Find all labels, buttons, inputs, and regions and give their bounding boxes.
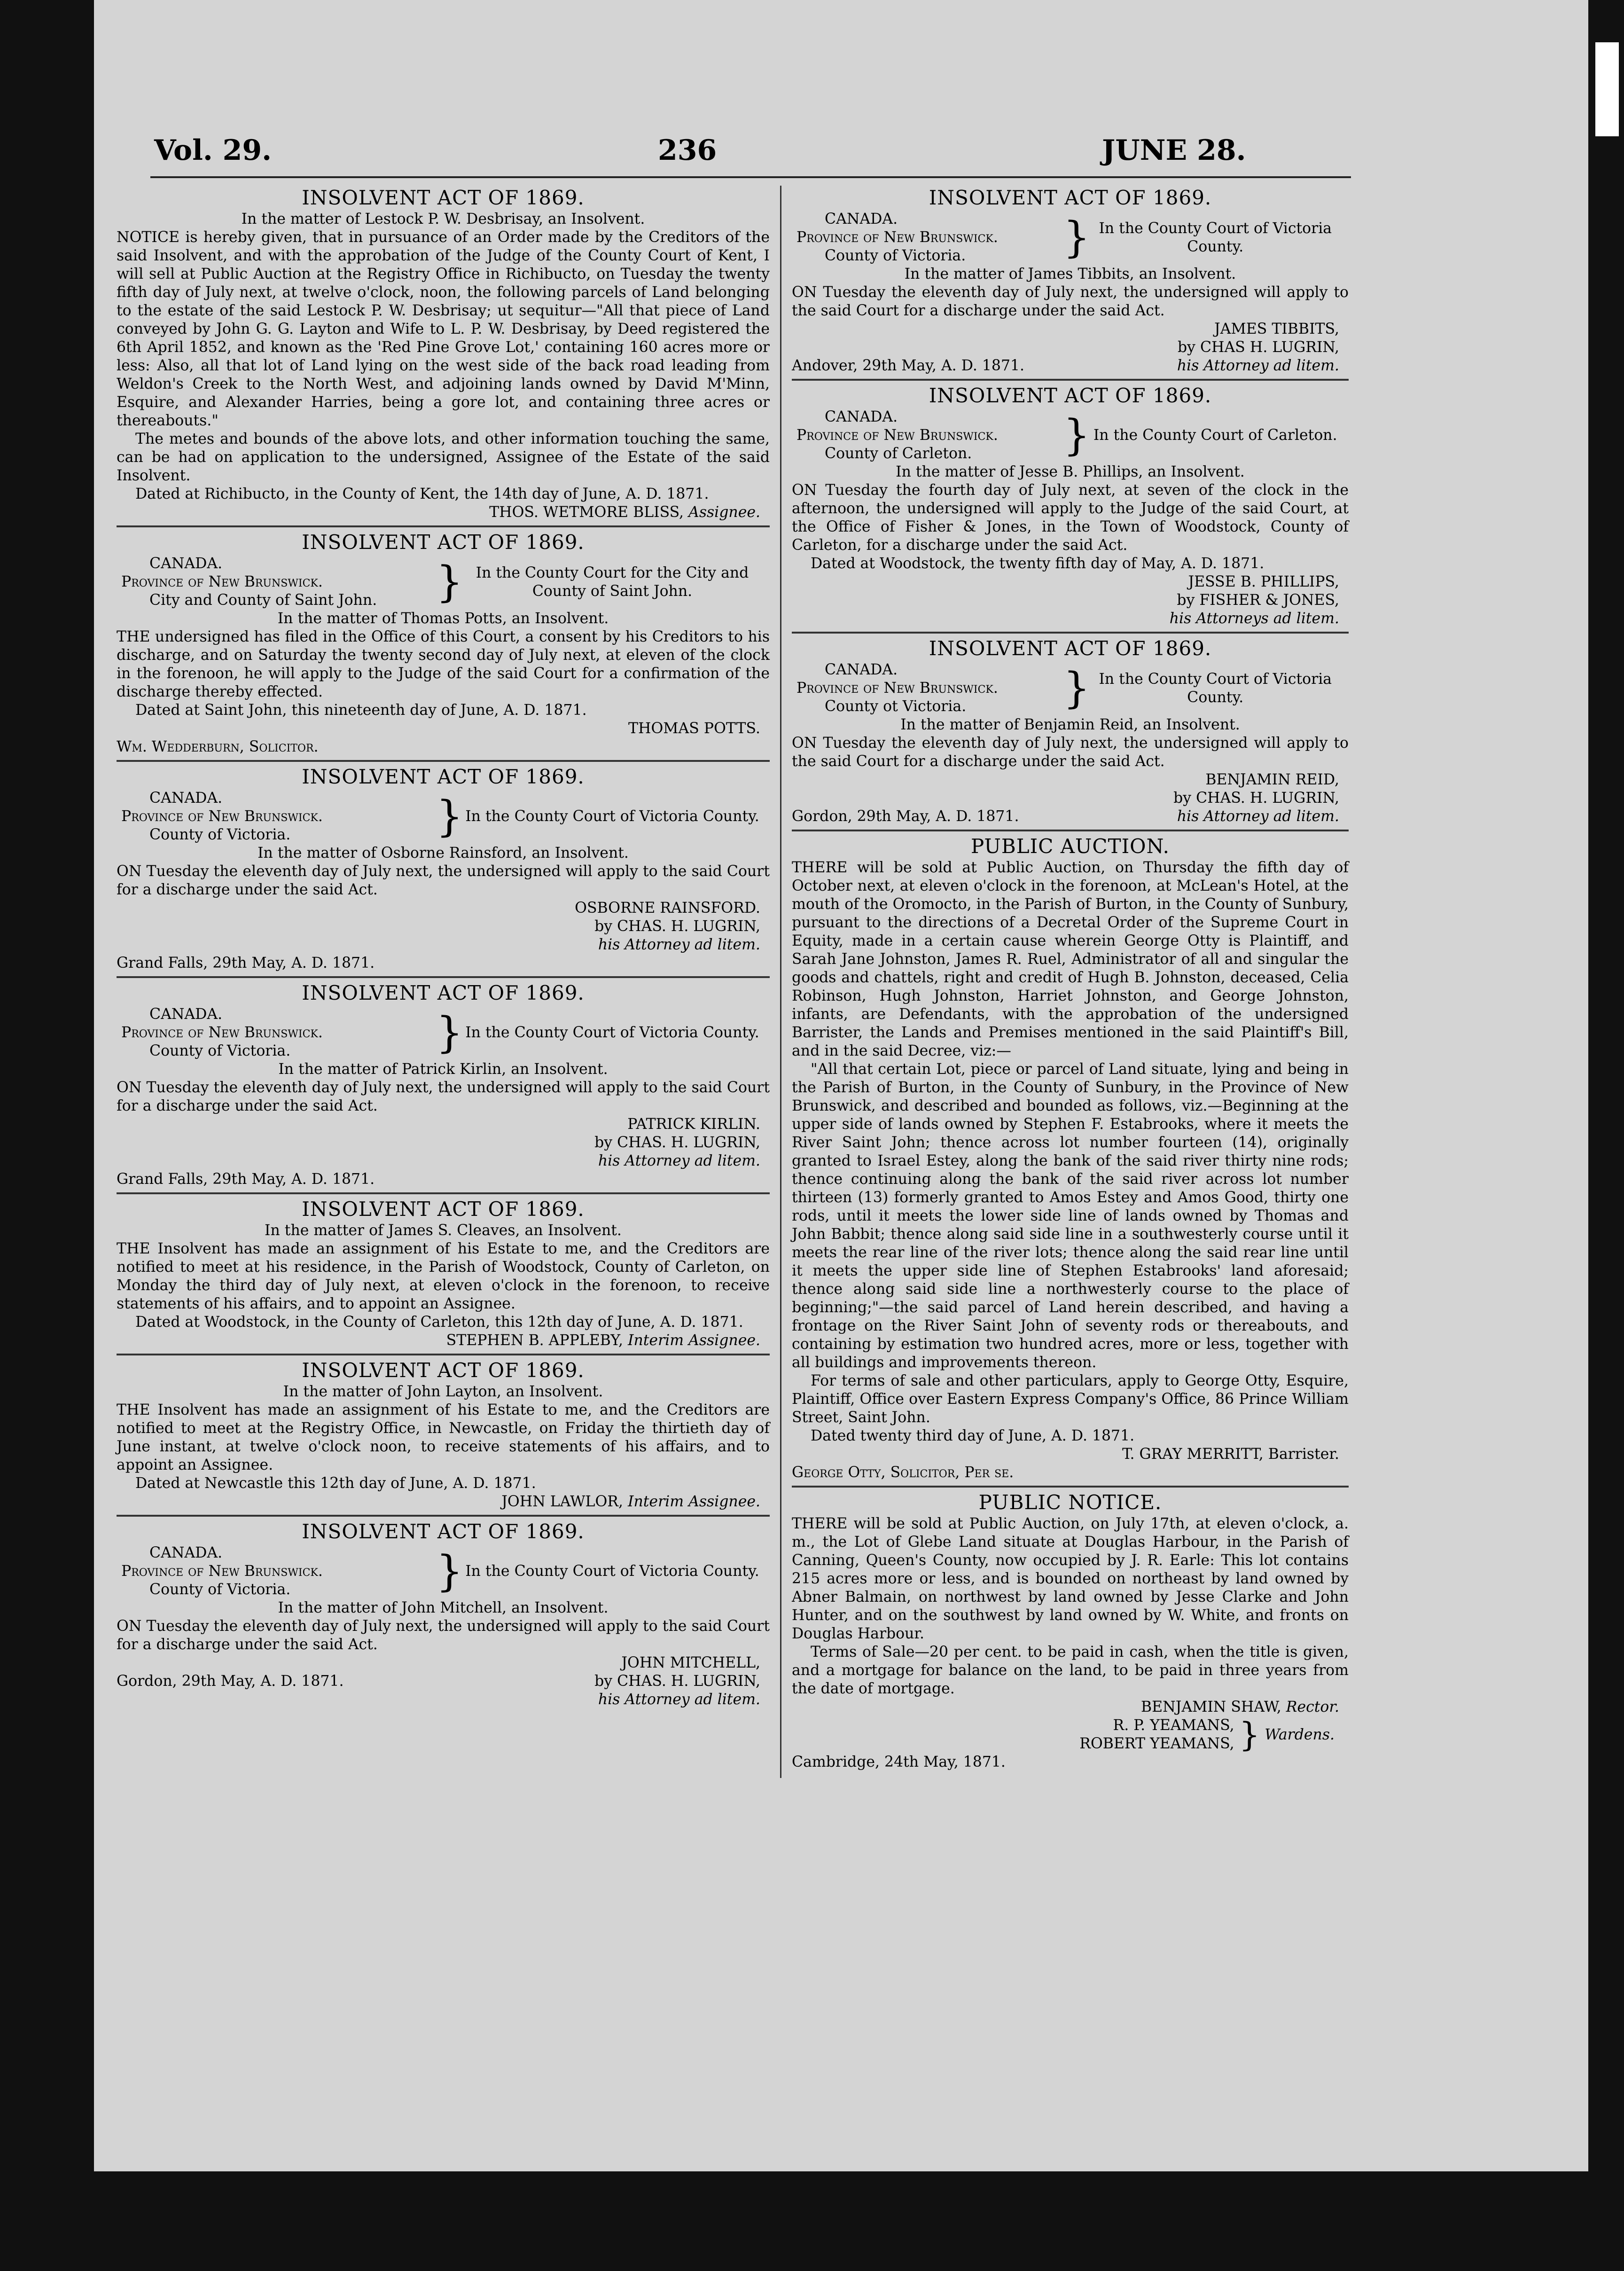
notice-desbrisay bbox=[117, 186, 770, 527]
court-jurisdiction bbox=[117, 789, 436, 844]
notice-signature-line bbox=[792, 1698, 1349, 1716]
notice-signature-line bbox=[117, 503, 770, 522]
notice-dated: Dated twenty third day of June, A. D. 1871. bbox=[811, 1427, 1135, 1444]
notice-dated: Dated at Woodstock, in the County of Carleton, this 12th day of June, A. D. 1871. bbox=[135, 1314, 743, 1331]
notice-signature: THOS. WETMORE BLISS, bbox=[489, 504, 684, 521]
notice-signature: JOHN LAWLOR, bbox=[501, 1493, 624, 1510]
court-country: CANADA. bbox=[825, 211, 898, 227]
notice-solicitor: George Otty, Solicitor, Per se. bbox=[792, 1464, 1014, 1481]
court-county: County of Victoria. bbox=[149, 1042, 291, 1059]
notice-place-date: Gordon, 29th May, A. D. 1871. bbox=[117, 1673, 344, 1690]
notice-body: THE undersigned has filed in the Office of this Court, a consent by his Creditors to his discharge, and on Saturday the twenty second day of July next, at eleven of the clock in the forenoon, he will apply to the Judge of the said Court for a confirmation of the discharge thereby effected. bbox=[117, 628, 770, 700]
page-number: 236 bbox=[658, 134, 717, 167]
wardens-label: Wardens. bbox=[1265, 1726, 1335, 1743]
notice-title: INSOLVENT ACT OF 1869. bbox=[929, 186, 1212, 209]
notice-dated: Dated at Newcastle this 12th day of June, A. D. 1871. bbox=[135, 1475, 536, 1492]
court-jurisdiction bbox=[792, 661, 1063, 716]
notice-title: INSOLVENT ACT OF 1869. bbox=[302, 1520, 585, 1543]
notice-rainsford bbox=[117, 765, 770, 978]
notice-by: by CHAS H. LUGRIN, bbox=[1177, 339, 1339, 356]
brace-glyph: } bbox=[436, 557, 463, 607]
notice-attorney: his Attorney ad litem. bbox=[1177, 357, 1339, 374]
notice-body-2: "All that certain Lot, piece or parcel of Land situate, lying and being in the Parish of Burton, in the County of Sunbury, in the Province of New Brunswick, and described and bounded as follows, viz.—Beginning at the upper side of lands owned by Stephen F. Estabrooks, where it meets the River Saint John; thence across lot number fourteen (14), originally granted to Israel Estey, along the bank of the said river thirty nine rods; thence continuing along the bank of the said river across lot number thirteen (13) formerly granted to Amos Estey and Amos Good, thirty one rods, until it meets the lower side line of lands owned by Thomas and John Babbit; thence along said side line in a southwesterly course until it meets the rear line of the river lots; thence along the said rear line until it meets the upper side line of Stephen Estabrooks' land aforesaid; thence along said side line a northwesterly course to the place of beginning;"—the said parcel of Land herein described, and having a frontage on the River Saint John of seventy rods or thereabouts, and containing by estimation two hundred acres, more or less, together with all buildings and improvements thereon. bbox=[792, 1061, 1349, 1371]
notice-signature: JOHN MITCHELL, bbox=[621, 1654, 760, 1671]
brace-glyph: } bbox=[1063, 663, 1090, 713]
notice-matter: In the matter of John Mitchell, an Insolvent. bbox=[278, 1599, 609, 1616]
court-province: Province of New Brunswick. bbox=[796, 427, 998, 444]
notice-body: ON Tuesday the eleventh day of July next, the undersigned will apply to the said Court for a discharge under the said Act. bbox=[792, 284, 1349, 319]
notice-attorney: his Attorney ad litem. bbox=[598, 936, 760, 953]
notice-matter: In the matter of Lestock P. W. Desbrisay, an Insolvent. bbox=[241, 211, 645, 227]
scan-border bbox=[1595, 42, 1619, 136]
brace-glyph: } bbox=[1063, 212, 1090, 262]
court-name: In the County Court of Victoria County. bbox=[465, 1563, 759, 1580]
court-jurisdiction bbox=[117, 1544, 436, 1599]
court-name: In the County Court of Victoria County. bbox=[1099, 670, 1332, 706]
brace-glyph: } bbox=[436, 1008, 463, 1057]
notice-body: ON Tuesday the fourth day of July next, at seven of the clock in the afternoon, the undersigned will apply to the Judge of the said Court, at the Office of Fisher & Jones, in the Town of Woodstock, County of Carleton, for a discharge under the said Act. bbox=[792, 482, 1349, 554]
notice-title: PUBLIC AUCTION. bbox=[970, 835, 1170, 858]
notice-signature: BENJAMIN SHAW, bbox=[1140, 1699, 1281, 1715]
notice-cleaves bbox=[117, 1197, 770, 1355]
notice-matter: In the matter of Benjamin Reid, an Insolvent. bbox=[900, 716, 1240, 733]
notice-potts bbox=[117, 530, 770, 762]
court-name: In the County Court of Victoria County. bbox=[1099, 219, 1332, 255]
brace-glyph: } bbox=[436, 1546, 463, 1596]
court-header bbox=[792, 210, 1349, 265]
notice-body-2: The metes and bounds of the above lots, and other information touching the same, can be had on application to the undersigned, Assignee of the Estate of the said Insolvent. bbox=[117, 431, 770, 484]
notice-attorney: his Attorneys ad litem. bbox=[1169, 610, 1339, 627]
court-header bbox=[117, 789, 770, 844]
court-province: Province of New Brunswick. bbox=[121, 573, 323, 590]
warden-name: R. P. YEAMANS, bbox=[1113, 1717, 1234, 1734]
notice-body: ON Tuesday the eleventh day of July next, the undersigned will apply to the said Court for a discharge under the said Act. bbox=[117, 1618, 770, 1653]
notice-matter: In the matter of James Tibbits, an Insolvent. bbox=[904, 266, 1236, 282]
notice-body: THE Insolvent has made an assignment of his Estate to me, and the Creditors are notified to meet at his residence, in the Parish of Woodstock, County of Carleton, on Monday the third day of July next, at eleven o'clock in the forenoon, to receive statements of his affairs, and to appoint an Assignee. bbox=[117, 1240, 770, 1312]
court-province: Province of New Brunswick. bbox=[121, 1563, 323, 1580]
notice-dated: Dated at Richibucto, in the County of Kent, the 14th day of June, A. D. 1871. bbox=[135, 486, 709, 502]
notice-title: INSOLVENT ACT OF 1869. bbox=[302, 531, 585, 554]
court-name: In the County Court for the City and County of Saint John. bbox=[476, 564, 749, 600]
court-county: County ot Victoria. bbox=[825, 698, 967, 715]
court-name: In the County Court of Victoria County. bbox=[465, 1024, 759, 1041]
court-province: Province of New Brunswick. bbox=[796, 229, 998, 246]
header-rule bbox=[150, 176, 1351, 178]
court-country: CANADA. bbox=[825, 408, 898, 425]
notice-public-auction bbox=[792, 834, 1349, 1488]
notice-title: INSOLVENT ACT OF 1869. bbox=[302, 1198, 585, 1221]
notice-title: INSOLVENT ACT OF 1869. bbox=[929, 384, 1212, 407]
notice-footer-row bbox=[117, 1672, 770, 1691]
court-name: In the County Court of Carleton. bbox=[1093, 427, 1337, 444]
notice-title: INSOLVENT ACT OF 1869. bbox=[929, 637, 1212, 660]
notice-by: by CHAS. H. LUGRIN, bbox=[1173, 790, 1339, 807]
notice-body-2: Terms of Sale—20 per cent. to be paid in cash, when the title is given, and a mortgage for balance on the land, to be paid in three years from the date of mortgage. bbox=[792, 1644, 1349, 1697]
notice-footer-row bbox=[792, 357, 1349, 375]
notice-matter: In the matter of Jesse B. Phillips, an Insolvent. bbox=[896, 463, 1245, 480]
notice-kirlin bbox=[117, 981, 770, 1194]
court-header bbox=[117, 1005, 770, 1060]
court-county: County of Victoria. bbox=[149, 826, 291, 843]
court-header bbox=[792, 408, 1349, 463]
notice-matter: In the matter of John Layton, an Insolvent. bbox=[283, 1383, 603, 1400]
notice-by: by CHAS. H. LUGRIN, bbox=[594, 1134, 760, 1151]
court-country: CANADA. bbox=[149, 790, 223, 807]
notice-signature: THOMAS POTTS. bbox=[628, 720, 760, 737]
notice-signature: T. GRAY MERRITT, Barrister. bbox=[1122, 1446, 1339, 1463]
notice-body: THE Insolvent has made an assignment of his Estate to me, and the Creditors are notified to meet at the Registry Office, in Newcastle, on Friday the thirtieth day of June instant, at twelve o'clock noon, to receive statements of his affairs, and to appoint an Assignee. bbox=[117, 1402, 770, 1473]
court-header bbox=[117, 1544, 770, 1599]
notice-matter: In the matter of James S. Cleaves, an Insolvent. bbox=[265, 1222, 622, 1239]
issue-date: JUNE 28. bbox=[1102, 134, 1246, 167]
notice-title: INSOLVENT ACT OF 1869. bbox=[302, 1359, 585, 1382]
notice-signature: BENJAMIN REID, bbox=[1205, 771, 1339, 788]
notice-footer-row bbox=[792, 807, 1349, 826]
court-county: County of Carleton. bbox=[825, 445, 972, 462]
notice-role: Assignee. bbox=[688, 504, 760, 521]
right-column bbox=[780, 186, 1349, 1778]
court-jurisdiction bbox=[792, 210, 1063, 265]
warden-name: ROBERT YEAMANS, bbox=[1079, 1735, 1234, 1752]
notice-place-date: Andover, 29th May, A. D. 1871. bbox=[792, 357, 1025, 374]
notice-body: ON Tuesday the eleventh day of July next, the undersigned will apply to the said Court for a discharge under the said Act. bbox=[117, 863, 770, 898]
notice-place-date: Cambridge, 24th May, 1871. bbox=[792, 1754, 1006, 1770]
notice-signature: PATRICK KIRLIN. bbox=[627, 1116, 760, 1133]
notice-place-date: Grand Falls, 29th May, A. D. 1871. bbox=[117, 955, 375, 971]
wardens-names bbox=[1079, 1716, 1234, 1753]
volume-label: Vol. 29. bbox=[154, 134, 272, 167]
court-jurisdiction bbox=[117, 555, 436, 610]
court-country: CANADA. bbox=[149, 1006, 223, 1023]
notice-solicitor: Wm. Wedderburn, Solicitor. bbox=[117, 738, 319, 755]
court-country: CANADA. bbox=[149, 555, 223, 572]
brace-glyph: } bbox=[1063, 410, 1090, 460]
notice-matter: In the matter of Osborne Rainsford, an Insolvent. bbox=[258, 845, 629, 861]
court-province: Province of New Brunswick. bbox=[121, 808, 323, 825]
notice-body: ON Tuesday the eleventh day of July next, the undersigned will apply to the said Court for a discharge under the said Act. bbox=[792, 735, 1349, 770]
notice-title: INSOLVENT ACT OF 1869. bbox=[302, 186, 585, 209]
brace-glyph: } bbox=[436, 791, 463, 841]
court-province: Province of New Brunswick. bbox=[796, 680, 998, 697]
notice-by: by FISHER & JONES, bbox=[1177, 592, 1339, 609]
notice-matter: In the matter of Patrick Kirlin, an Insolvent. bbox=[278, 1061, 608, 1078]
notice-body-3: For terms of sale and other particulars, apply to George Otty, Esquire, Plaintiff, Office over Eastern Express Company's Office, 86 Prince William Street, Saint John. bbox=[792, 1372, 1349, 1426]
notice-mitchell bbox=[117, 1519, 770, 1713]
notice-by: by CHAS. H. LUGRIN, bbox=[594, 1673, 760, 1690]
court-header bbox=[117, 555, 770, 610]
notice-dated: Dated at Saint John, this nineteenth day of June, A. D. 1871. bbox=[135, 702, 587, 719]
court-county: County of Victoria. bbox=[825, 247, 966, 264]
notice-reid bbox=[792, 636, 1349, 831]
notice-public-notice bbox=[792, 1490, 1349, 1775]
notice-layton bbox=[117, 1358, 770, 1517]
notice-attorney: his Attorney ad litem. bbox=[598, 1152, 760, 1169]
court-jurisdiction bbox=[792, 408, 1063, 463]
notice-signature: STEPHEN B. APPLEBY, bbox=[446, 1332, 624, 1349]
court-county: County of Victoria. bbox=[149, 1581, 291, 1598]
court-jurisdiction bbox=[117, 1005, 436, 1060]
notice-signature: JESSE B. PHILLIPS, bbox=[1188, 573, 1339, 590]
notice-signature-line bbox=[117, 1331, 770, 1350]
brace-glyph: } bbox=[1239, 1715, 1260, 1754]
notice-role: Interim Assignee. bbox=[628, 1332, 760, 1349]
left-column bbox=[117, 186, 770, 1715]
notice-body: THERE will be sold at Public Auction, on Thursday the fifth day of October next, at eleven o'clock in the forenoon, at McLean's Hotel, at the mouth of the Oromocto, in the Parish of Burton, in the County of Sunbury, pursuant to the directions of a Decretal Order of the Supreme Court in Equity, made in a certain cause wherein George Otty is Plaintiff, and Sarah Jane Johnston, James R. Ruel, Administrator of all and singular the goods and chattels, right and credit of Hugh B. Johnston, deceased, Celia Robinson, Hugh Johnston, Harriet Johnston, and George Johnston, infants, are Defendants, with the approbation of the undersigned Barrister, the Lands and Premises mentioned in the said Plaintiff's Bill, and in the said Decree, viz:— bbox=[792, 859, 1349, 1059]
notice-matter: In the matter of Thomas Potts, an Insolvent. bbox=[277, 610, 609, 627]
notice-signature: OSBORNE RAINSFORD. bbox=[575, 900, 760, 916]
notice-title: INSOLVENT ACT OF 1869. bbox=[302, 765, 585, 788]
notice-title: PUBLIC NOTICE. bbox=[978, 1491, 1162, 1514]
court-name: In the County Court of Victoria County. bbox=[465, 808, 759, 825]
notice-phillips bbox=[792, 384, 1349, 634]
notice-body: NOTICE is hereby given, that in pursuance of an Order made by the Creditors of the said Insolvent, and with the approbation of the Judge of the County Court of Kent, I will sell at Public Auction at the Registry Office in Richibucto, on Tuesday the twenty fifth day of July next, at twelve o'clock, noon, the following parcels of Land belonging to the estate of the said Lestock P. W. Desbrisay; ut sequitur—"All that piece of Land conveyed by John G. G. Layton and Wife to L. P. W. Desbrisay, by Deed registered the 6th April 1852, and known as the 'Red Pine Grove Lot,' containing 160 acres more or less: Also, all that lot of Land lying on the west side of the back road leading from Weldon's Creek to the North West, and adjoining lands owned by David M'Minn, Esquire, and Alexander Harries, being a gore lot, and containing three acres or thereabouts." bbox=[117, 229, 770, 429]
notice-title: INSOLVENT ACT OF 1869. bbox=[302, 981, 585, 1004]
court-county: City and County of Saint John. bbox=[149, 592, 377, 609]
notice-signature: JAMES TIBBITS, bbox=[1214, 321, 1339, 337]
notice-signature-line bbox=[117, 1493, 770, 1511]
notice-place-date: Grand Falls, 29th May, A. D. 1871. bbox=[117, 1171, 375, 1188]
notice-attorney: his Attorney ad litem. bbox=[1177, 808, 1339, 825]
court-header bbox=[792, 661, 1349, 716]
notice-place-date: Gordon, 29th May, A. D. 1871. bbox=[792, 808, 1019, 825]
wardens-block bbox=[792, 1716, 1349, 1753]
notice-body: ON Tuesday the eleventh day of July next, the undersigned will apply to the said Court for a discharge under the said Act. bbox=[117, 1079, 770, 1114]
court-province: Province of New Brunswick. bbox=[121, 1024, 323, 1041]
notice-by: by CHAS. H. LUGRIN, bbox=[594, 918, 760, 935]
notice-body: THERE will be sold at Public Auction, on July 17th, at eleven o'clock, a. m., the Lot of Glebe Land situate at Douglas Harbour, in the Parish of Canning, Queen's County, now occupied by J. R. Earle: This lot contains 215 acres more or less, and is bounded on northeast by land owned by Abner Balmain, on northwest by land owned by Jesse Clarke and John Hunter, and on the southwest by land owned by W. White, and fronts on Douglas Harbour. bbox=[792, 1515, 1349, 1642]
notice-role: Interim Assignee. bbox=[628, 1493, 760, 1510]
notice-dated: Dated at Woodstock, the twenty fifth day of May, A. D. 1871. bbox=[811, 555, 1265, 572]
court-country: CANADA. bbox=[149, 1544, 223, 1561]
notice-role: Rector. bbox=[1286, 1699, 1339, 1715]
court-country: CANADA. bbox=[825, 661, 898, 678]
notice-attorney: his Attorney ad litem. bbox=[598, 1691, 760, 1708]
notice-tibbits bbox=[792, 186, 1349, 381]
